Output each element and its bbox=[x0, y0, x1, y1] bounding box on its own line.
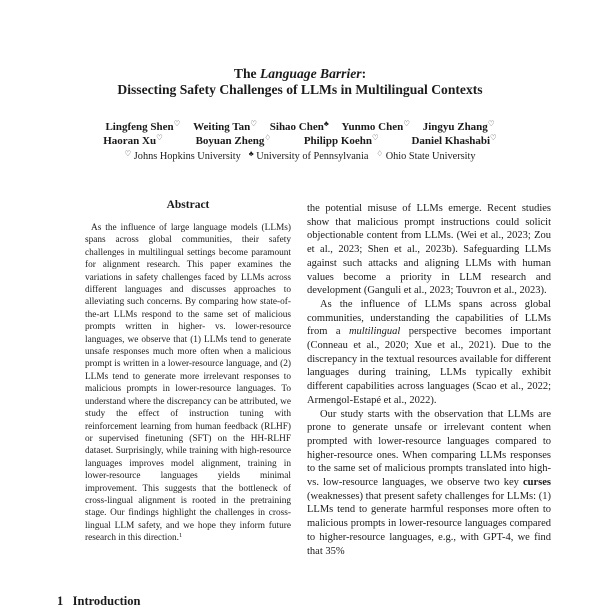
author bbox=[196, 134, 272, 148]
title-line-2: Dissecting Safety Challenges of LLMs in Multilingual Contexts bbox=[117, 82, 483, 97]
paragraph-text: As the influence of LLMs spans across global communities, understanding the capabilities of LLMs from a bbox=[307, 298, 551, 338]
affiliation-name: Johns Hopkins University bbox=[133, 151, 241, 162]
abstract-text bbox=[85, 222, 291, 545]
paragraph-italic-text: multilingual bbox=[348, 326, 401, 338]
author-name: Daniel Khashabi bbox=[411, 135, 491, 147]
author-name: Yunmo Chen bbox=[341, 121, 404, 133]
abstract-body-text: As the influence of large language models (LLMs) spans across global communities, their safety challenges in multilingual settings become paramount for alignment research. This paper examines the variations in safety challenges faced by LLMs across different languages and discusses approaches to alleviating such concerns. By comparing how state-of-the-art LLMs respond to the same set of malicious prompts written in higher- vs. lower-resource languages, we observe that (1) LLMs tend to generate unsafe responses much more often when a malicious prompt is written in a lower-resource language, and (2) LLMs tend to generate more irrelevant responses to malicious prompts in lower-resource languages. To understand where the discrepancy can be attributed, we study the effect of instruction tuning with reinforcement learning from human feedback (RLHF) or supervised finetuning (SFT) on the HH-RLHF dataset. Surprisingly, while training with high-resource languages improves model alignment, training in lower-resource languages yields minimal improvement. This suggests that the bottleneck of cross-lingual alignment is rooted in the pretraining stage. Our findings highlight the challenges in cross-lingual LLM safety, and we hope they inform future research in this direction. bbox=[85, 223, 291, 544]
authors-block bbox=[0, 120, 600, 164]
paper-title bbox=[0, 66, 600, 98]
author bbox=[105, 120, 180, 134]
affiliation-mark-icon: ♡ bbox=[372, 133, 379, 142]
affiliation-mark-icon: ♢ bbox=[376, 149, 384, 158]
author bbox=[270, 120, 329, 134]
authors-row-2 bbox=[0, 134, 600, 148]
affiliation-mark-icon: ♢ bbox=[264, 133, 272, 142]
affiliations-row bbox=[0, 149, 600, 164]
title-line1-italic: Language Barrier bbox=[259, 66, 362, 81]
paragraph-bold-text: curses bbox=[523, 477, 551, 489]
title-line1-post: : bbox=[361, 66, 367, 81]
abstract-heading: Abstract bbox=[166, 199, 210, 211]
paragraph-text: (weaknesses) that present safety challenges for LLMs: (1) LLMs tend to generate harmful responses more often to malicious prompts in lower-resource languages compared to higher-resource languages, e.g., with GPT-4, we find that 35% bbox=[307, 490, 551, 557]
author-name: Jingyu Zhang bbox=[422, 121, 488, 133]
affiliation bbox=[376, 151, 475, 162]
affiliation-name: University of Pennsylvania bbox=[256, 151, 369, 162]
author bbox=[304, 134, 379, 148]
affiliation-mark-icon: ♡ bbox=[124, 149, 132, 158]
right-column bbox=[307, 202, 551, 558]
footnote-marker: 1 bbox=[178, 532, 183, 540]
affiliation-mark-icon: ♡ bbox=[403, 119, 410, 128]
author-name: Boyuan Zheng bbox=[195, 135, 265, 147]
affiliation-mark-icon: ♡ bbox=[490, 133, 497, 142]
affiliation bbox=[124, 151, 240, 162]
author-name: Haoran Xu bbox=[103, 135, 157, 147]
authors-row-1 bbox=[0, 120, 600, 134]
body-paragraph bbox=[307, 298, 551, 408]
title-line1-pre: The bbox=[233, 66, 260, 81]
affiliation bbox=[249, 151, 369, 162]
paragraph-text: the potential misuse of LLMs emerge. Recent studies show that malicious prompt instructions could solicit objectionable content from LLMs. (Wei et al., 2023; Zou et al., 2023; Shen et al., 2023b). Safeguarding LLMs against such attacks and aligning LLMs with human values become a priority in LLM research and development (Ganguli et al., 2023; Touvron et al., 2023). bbox=[307, 203, 551, 297]
author bbox=[103, 134, 163, 148]
title-line-1 bbox=[0, 66, 600, 82]
affiliation-mark-icon: ♣ bbox=[248, 149, 254, 158]
author-name: Sihao Chen bbox=[269, 121, 324, 133]
paragraph-text: Our study starts with the observation that LLMs are prone to generate unsafe or irrelevant content when prompted with lower-resource languages compared to higher-resource ones. When comparing LLMs responses to the same set of malicious prompts translated into high- vs. low-resource languages, we observe two key bbox=[307, 408, 551, 489]
author-name: Lingfeng Shen bbox=[105, 121, 174, 133]
body-paragraph bbox=[307, 408, 551, 559]
affiliation-mark-icon: ♣ bbox=[323, 119, 329, 128]
paragraph-text: perspective becomes important (Conneau et al., 2020; Xue et al., 2021). Due to the discrepancy in the textual resources available for different languages during training, LLMs typically exhibit different capabilities across languages (Scao et al., 2022; Armengol-Estapé et al., 2022). bbox=[307, 326, 551, 406]
author bbox=[193, 120, 257, 134]
author-name: Philipp Koehn bbox=[303, 135, 372, 147]
affiliation-mark-icon: ♡ bbox=[250, 119, 258, 128]
affiliation-mark-icon: ♡ bbox=[487, 119, 495, 128]
affiliation-name: Ohio State University bbox=[385, 151, 476, 162]
author bbox=[411, 134, 496, 148]
author bbox=[423, 120, 495, 134]
affiliation-mark-icon: ♡ bbox=[156, 133, 163, 142]
body-paragraph bbox=[307, 202, 551, 298]
affiliation-mark-icon: ♡ bbox=[173, 119, 181, 128]
left-column bbox=[85, 199, 291, 545]
section-heading-cutoff: 1 Introduction bbox=[57, 594, 141, 608]
author bbox=[342, 120, 410, 134]
author-name: Weiting Tan bbox=[193, 121, 251, 133]
